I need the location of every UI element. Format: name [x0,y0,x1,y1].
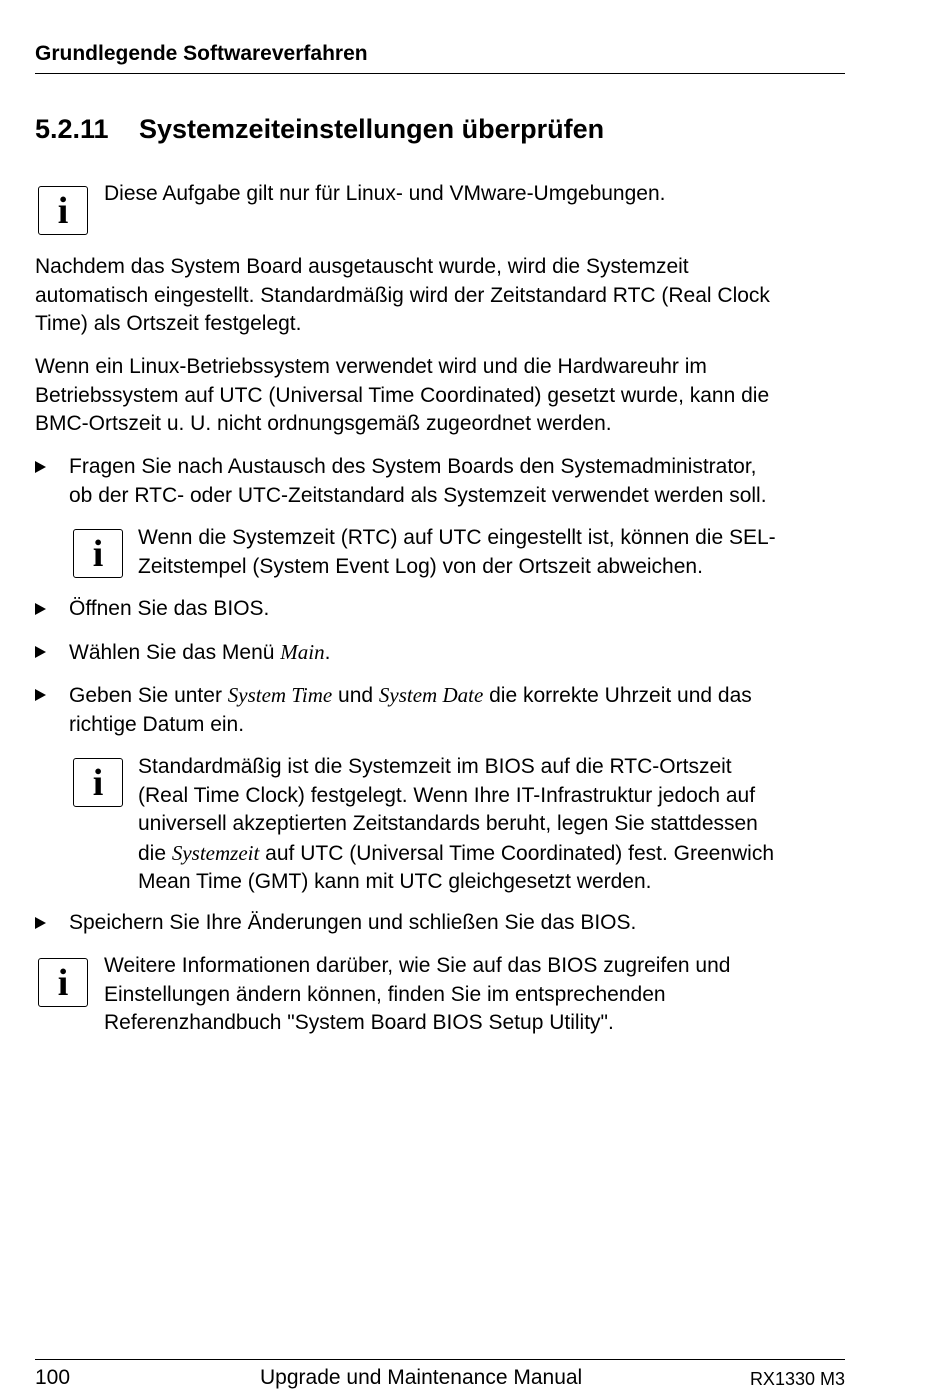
paragraph-line: automatisch eingestellt. Standardmäßig wird der Zeitstandard RTC (Real Clock [35,283,770,307]
bullet-arrow-icon [35,917,46,929]
bullet-arrow-icon [35,461,46,473]
header-rule [35,73,845,74]
field-system-date: System Date [378,683,484,707]
note-text: Diese Aufgabe gilt nur für Linux- und VMware-Umgebungen. [104,182,666,205]
step-text: . [324,641,331,664]
model-name: RX1330 M3 [749,1369,845,1389]
section-heading: Systemzeiteinstellungen überprüfen [139,114,605,144]
paragraph-line: Time) als Ortszeit festgelegt. [35,312,302,335]
note-line: (Real Time Clock) festgelegt. Wenn Ihre IT-Infrastruktur jedoch auf [138,783,756,807]
paragraph-line: Wenn ein Linux-Betriebssystem verwendet wird und die Hardwareuhr im [35,355,707,378]
step-line: Speichern Sie Ihre Änderungen und schließen Sie das BIOS. [69,911,637,934]
note-line: Referenzhandbuch "System Board BIOS Setup Utility". [104,1011,614,1034]
paragraph-systemzeit [35,253,845,339]
note-bios-reference [104,952,844,1038]
manual-title: Upgrade und Maintenance Manual [260,1366,583,1389]
paragraph-line: Nachdem das System Board ausgetauscht wurde, wird die Systemzeit [35,255,689,278]
step-text: die korrekte Uhrzeit und das [483,684,752,707]
step-text: Geben Sie unter [69,684,228,707]
note-line: Zeitstempel (System Event Log) von der Ortszeit abweichen. [138,554,703,578]
note-text: die [138,841,172,865]
step-line [69,638,849,668]
step-line: ob der RTC- oder UTC-Zeitstandard als Systemzeit verwendet werden soll. [69,483,767,507]
note-line: Mean Time (GMT) kann mit UTC gleichgesetzt werden. [138,870,652,893]
step-line: richtige Datum ein. [69,712,245,736]
paragraph-line: Betriebssystem auf UTC (Universal Time Coordinated) gesetzt wurde, kann die [35,383,770,407]
field-system-time: System Time [227,683,333,707]
note-sel-timestamps [138,524,848,581]
term-systemzeit: Systemzeit [171,840,260,865]
info-icon: i [73,529,123,578]
section-number: 5.2.11 [35,114,109,144]
info-icon: i [38,958,88,1007]
note-rtc-default [138,753,848,897]
note-line: Einstellungen ändern können, finden Sie im entsprechenden [104,982,666,1006]
note-line [138,839,848,869]
page-number: 100 [35,1366,71,1389]
note-line: Standardmäßig ist die Systemzeit im BIOS auf die RTC-Ortszeit [138,755,732,778]
note-line: universell akzeptierten Zeitstandards beruht, legen Sie stattdessen [138,812,758,835]
step-text: und [332,684,379,707]
bullet-arrow-icon [35,646,46,658]
step-text: Wählen Sie das Menü [69,641,281,664]
footer-rule [35,1359,845,1360]
step-select-menu [69,638,849,668]
menu-name-main: Main [280,640,325,664]
step-open-bios [69,595,849,624]
step-line: Fragen Sie nach Austausch des System Boards den Systemadministrator, [69,455,757,478]
step-set-time-date [69,681,849,739]
paragraph-line: BMC-Ortszeit u. U. nicht ordnungsgemäß zugeordnet werden. [35,412,612,435]
info-icon: i [38,186,88,235]
info-icon: i [73,758,123,807]
paragraph-linux-utc [35,353,845,439]
step-line [69,681,849,711]
step-line: Öffnen Sie das BIOS. [69,597,270,620]
bullet-arrow-icon [35,603,46,615]
bullet-arrow-icon [35,689,46,701]
note-line: Weitere Informationen darüber, wie Sie auf das BIOS zugreifen und [104,954,731,977]
note-line: Wenn die Systemzeit (RTC) auf UTC eingestellt ist, können die SEL- [138,526,776,549]
step-save-exit [69,909,849,938]
section-title [35,114,604,145]
step-ask-admin [69,453,849,510]
note-text: auf UTC (Universal Time Coordinated) fest. Greenwich [259,841,775,865]
running-header: Grundlegende Softwareverfahren [35,42,368,65]
note-linux-vmware [104,180,844,209]
